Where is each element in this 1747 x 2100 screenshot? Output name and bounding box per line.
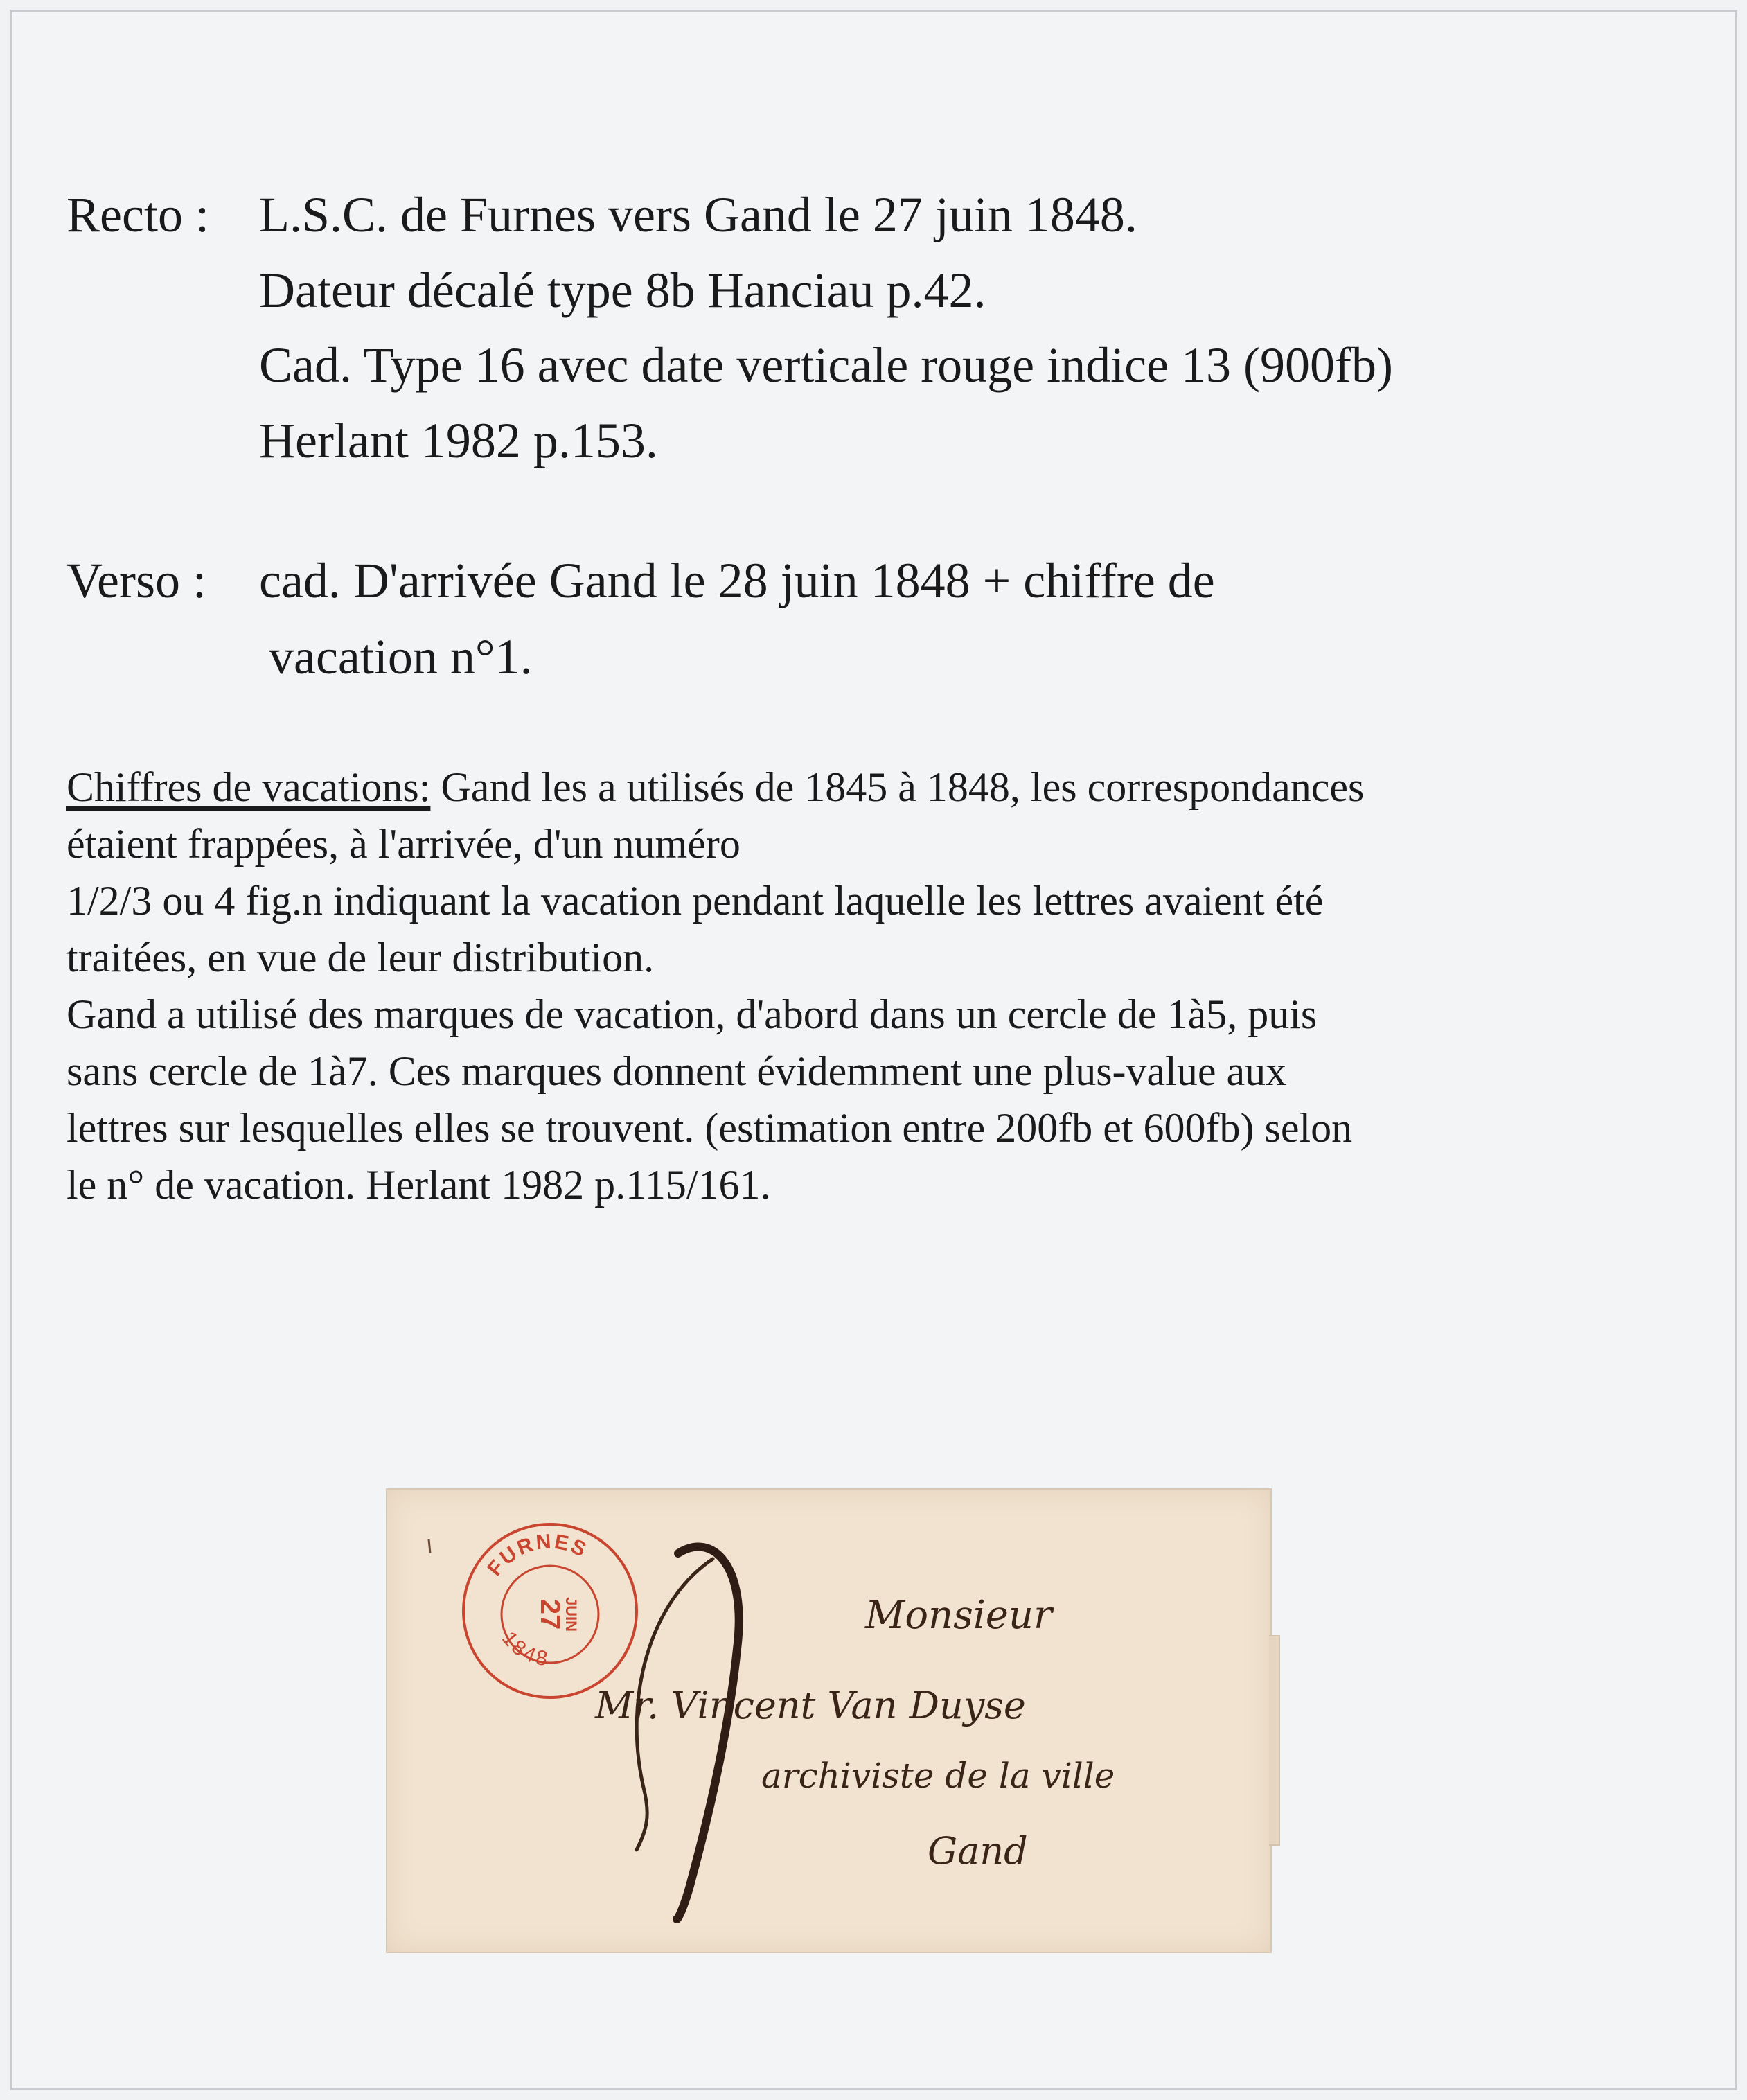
address-line-2: Mr. Vincent Van Duyse: [595, 1684, 1026, 1727]
verso-line: [259, 547, 1215, 614]
notes-line: le n° de vacation. Herlant 1982 p.115/161.: [66, 1162, 771, 1208]
ink-mark: [429, 1539, 430, 1553]
verso-section: [66, 547, 206, 614]
postmark-month: JUIN: [562, 1596, 580, 1632]
notes-line: lettres sur lesquelles elles se trouvent. (estimation entre 200fb et 600fb) selon: [66, 1105, 1353, 1151]
recto-line: [259, 407, 658, 474]
recto-line: [259, 257, 986, 324]
vacation-notes: [66, 759, 1364, 1213]
address-line-3: archiviste de la ville: [761, 1756, 1115, 1796]
verso-line: [269, 624, 533, 690]
notes-line: 1/2/3 ou 4 fig.n indiquant la vacation pendant laquelle les lettres avaient été: [66, 878, 1324, 924]
rate-stroke-icon: [677, 1547, 739, 1919]
postmark-day: 27: [535, 1598, 565, 1630]
address-line-4: Gand: [928, 1829, 1028, 1873]
recto-label: Recto :: [66, 187, 209, 242]
notes-line: étaient frappées, à l'arrivée, d'un numéro: [66, 821, 741, 867]
recto-section: [66, 182, 209, 248]
notes-line: sans cercle de 1à7. Ces marques donnent évidemment une plus-value aux: [66, 1048, 1287, 1094]
recto-line: [259, 182, 1137, 248]
address-line-1: Monsieur: [865, 1593, 1052, 1638]
cover-letter: [386, 1488, 1272, 1953]
cover-flap-edge: [1269, 1635, 1280, 1846]
notes-first-line: Gand les a utilisés de 1845 à 1848, les correspondances: [430, 764, 1365, 810]
postmark-year: 1848: [497, 1627, 552, 1671]
recto-line-2: Dateur décalé type 8b Hanciau p.42.: [259, 263, 986, 318]
notes-heading: Chiffres de vacations:: [66, 764, 431, 810]
handwritten-address: [387, 1490, 1270, 1952]
recto-line-1: L.S.C. de Furnes vers Gand le 27 juin 1848.: [259, 187, 1137, 242]
postmark-town: FURNES: [483, 1530, 592, 1580]
notes-line: traitées, en vue de leur distribution.: [66, 935, 655, 980]
recto-line-4: Herlant 1982 p.153.: [259, 413, 658, 468]
verso-line-2: vacation n°1.: [269, 629, 533, 685]
recto-line-3: Cad. Type 16 avec date verticale rouge indice 13 (900fb): [259, 337, 1393, 393]
verso-line-1: cad. D'arrivée Gand le 28 juin 1848 + chiffre de: [259, 553, 1215, 608]
recto-line: [259, 332, 1393, 398]
verso-label: Verso :: [66, 553, 206, 608]
notes-line: Gand a utilisé des marques de vacation, d'abord dans un cercle de 1à5, puis: [66, 991, 1318, 1037]
notes-line: [66, 759, 1364, 815]
